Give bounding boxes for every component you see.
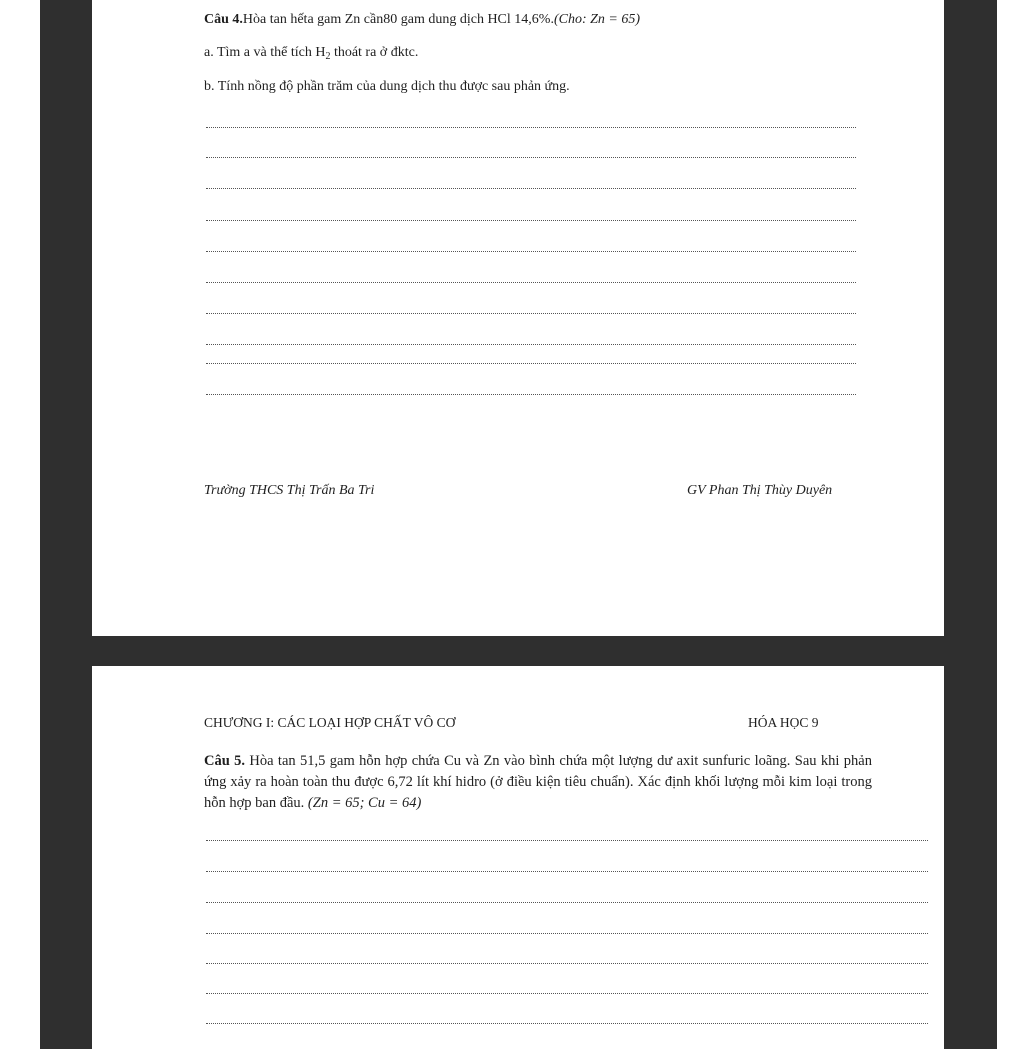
document-page-1 (92, 0, 944, 636)
question-4-text: Hòa tan hếta gam Zn cần80 gam dung dịch HCl 14,6%. (242, 12, 554, 27)
question-5 (204, 751, 872, 814)
answer-line (206, 1023, 928, 1024)
answer-line (206, 363, 856, 364)
answer-line (206, 313, 856, 314)
question-4-note: (Cho: Zn = 65) (553, 12, 641, 27)
part-a-text-end: thoát ra ở đktc. (330, 45, 419, 60)
question-5-note: (Zn = 65; Cu = 64) (307, 795, 422, 811)
question-4-part-a (204, 44, 418, 66)
answer-line (206, 282, 856, 283)
subject-header: HÓA HỌC 9 (748, 715, 819, 730)
answer-line (206, 871, 928, 872)
answer-line (206, 157, 856, 158)
answer-line (206, 933, 928, 934)
question-4 (204, 11, 640, 29)
answer-line (206, 220, 856, 221)
question-4-part-b: b. Tính nồng độ phần trăm của dung dịch thu được sau phản ứng. (204, 79, 570, 94)
question-5-label: Câu 5. (204, 753, 246, 769)
answer-line (206, 344, 856, 345)
answer-line (206, 993, 928, 994)
answer-line (206, 840, 928, 841)
answer-line (206, 127, 856, 128)
part-a-subscript: 2 (325, 51, 331, 62)
answer-line (206, 251, 856, 252)
answer-line (206, 394, 856, 395)
chapter-header: CHƯƠNG I: CÁC LOẠI HỢP CHẤT VÔ CƠ (204, 715, 456, 730)
answer-line (206, 902, 928, 903)
document-page-2 (92, 666, 944, 1049)
footer-school: Trường THCS Thị Trấn Ba Tri (204, 483, 375, 498)
question-4-label: Câu 4. (204, 12, 243, 27)
footer-teacher: GV Phan Thị Thùy Duyên (687, 483, 833, 498)
question-5-text: Hòa tan 51,5 gam hỗn hợp chứa Cu và Zn vào bình chứa một lượng dư axit sunfuric loãng. Sau khi phản ứng xảy ra hoàn toàn thu được 6,72 lít khí hidro (ở điều kiện tiêu chuẩn). Xác định khối lượng mỗi kim loại trong hỗn hợp ban đầu. (204, 753, 872, 811)
part-a-text: a. Tìm a và thể tích H (204, 45, 326, 60)
answer-line (206, 963, 928, 964)
answer-line (206, 188, 856, 189)
